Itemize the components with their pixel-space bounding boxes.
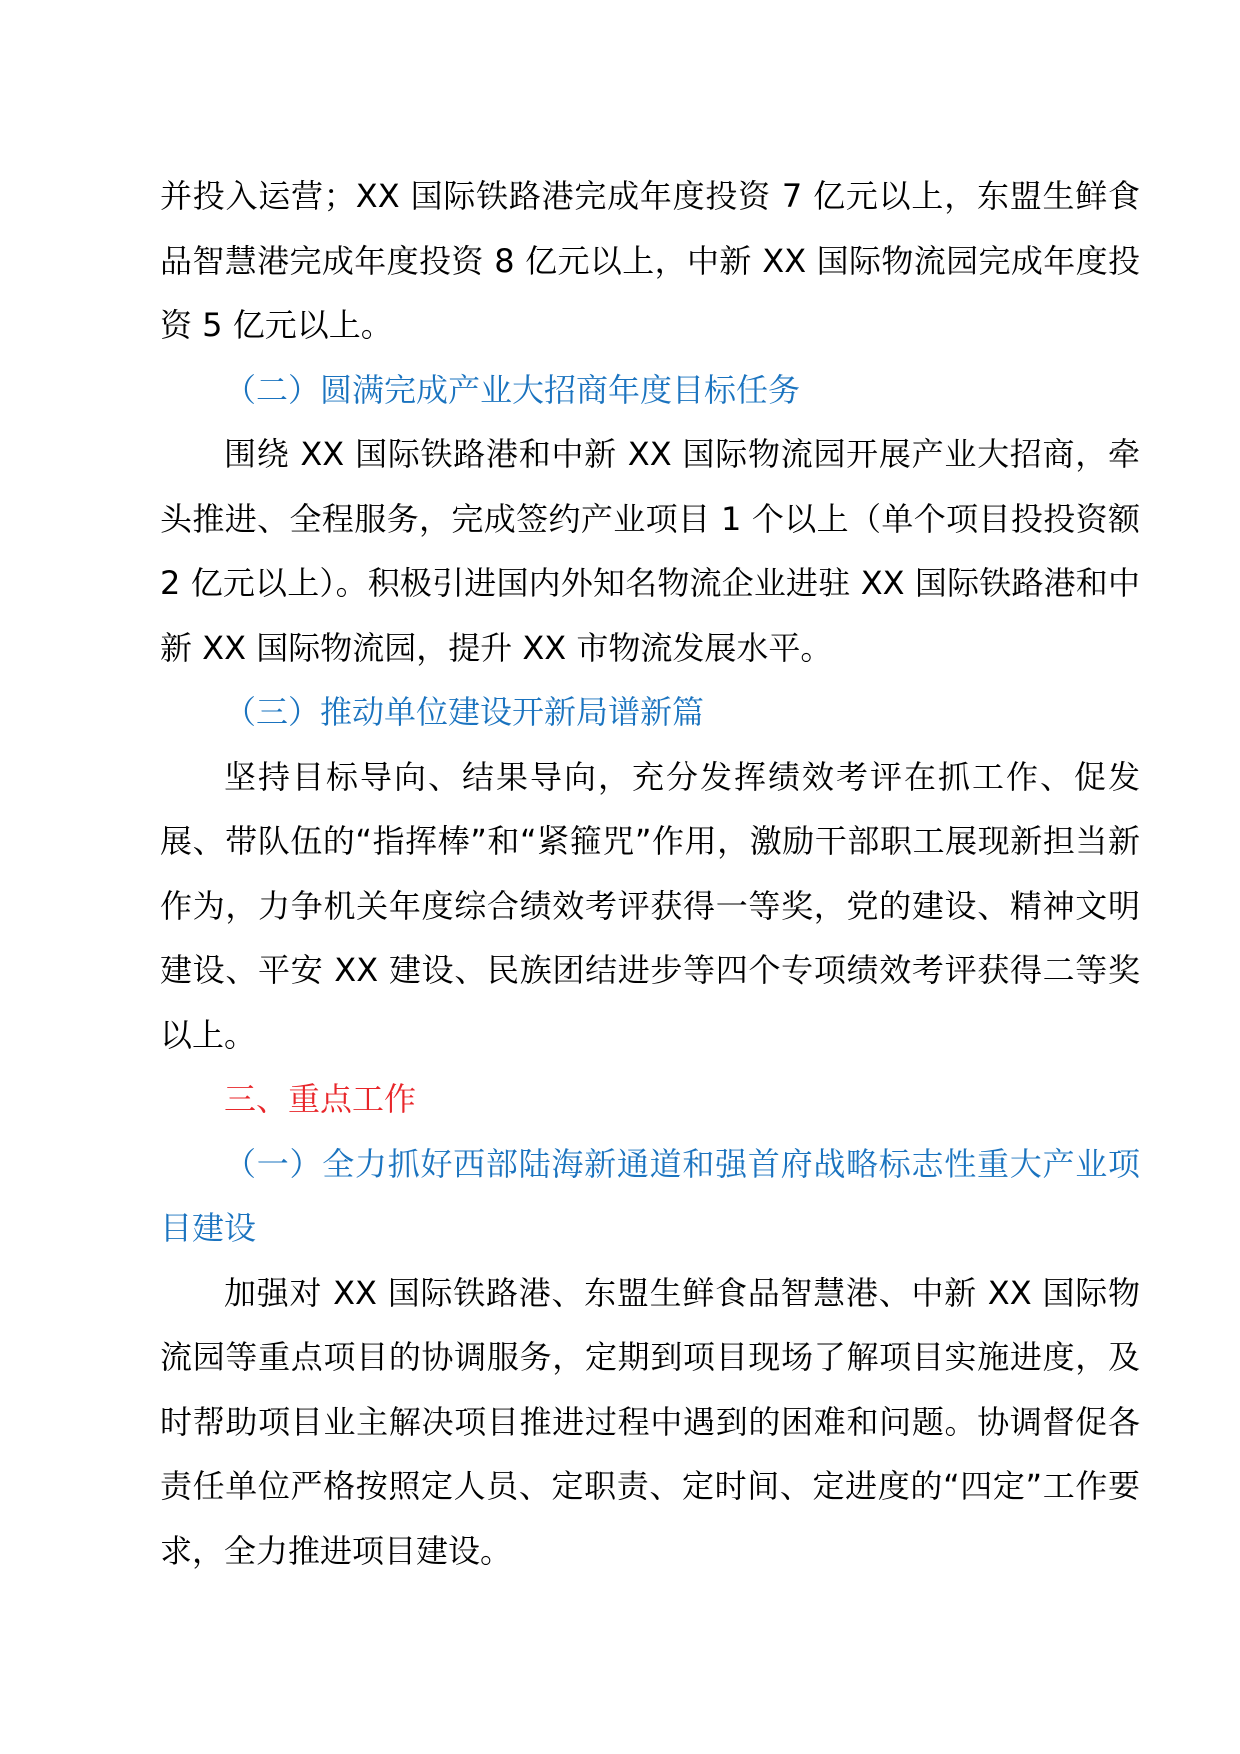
- subheading-major-projects: （一）全力抓好西部陆海新通道和强首府战略标志性重大产业项目建设: [160, 1144, 1140, 1247]
- body-paragraph-investment-continuation: 并投入运营；XX 国际铁路港完成年度投资 7 亿元以上，东盟生鲜食品智慧港完成年度投资 8 亿元以上，中新 XX 国际物流园完成年度投资 5 亿元以上。: [160, 177, 1140, 344]
- body-paragraph-project-coordination: 加强对 XX 国际铁路港、东盟生鲜食品智慧港、中新 XX 国际物流园等重点项目的协调服务，定期到项目现场了解项目实施进度，及时帮助项目业主解决项目推进过程中遇到的困难和问题。协调督促各责任单位严格按照定人员、定职责、定时间、定进度的“四定”工作要求，全力推进项目建设。: [160, 1273, 1140, 1570]
- section-heading-key-work: 三、重点工作: [224, 1080, 417, 1118]
- subheading-investment-promotion: （二）圆满完成产业大招商年度目标任务: [224, 370, 801, 409]
- body-paragraph-investment-promotion: 围绕 XX 国际铁路港和中新 XX 国际物流园开展产业大招商，牵头推进、全程服务，完成签约产业项目 1 个以上（单个项目投投资额 2 亿元以上）。积极引进国内外知名物流企业进驻 XX 国际铁路港和中新 XX 国际物流园，提升 XX 市物流发展水平。: [160, 435, 1140, 667]
- subheading-unit-construction: （三）推动单位建设开新局谱新篇: [224, 693, 705, 731]
- body-paragraph-performance-evaluation: 坚持目标导向、结果导向，充分发挥绩效考评在抓工作、促发展、带队伍的“指挥棒”和“紧箍咒”作用，激励干部职工展现新担当新作为，力争机关年度综合绩效考评获得一等奖，党的建设、精神文明建设、平安 XX 建设、民族团结进步等四个专项绩效考评获得二等奖以上。: [160, 757, 1140, 1054]
